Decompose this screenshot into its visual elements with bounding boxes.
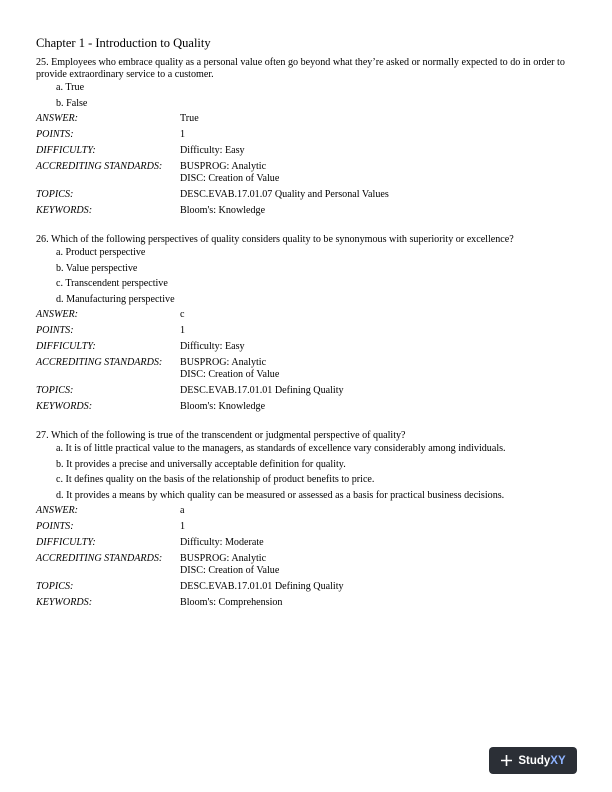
- answer-choice: b. It provides a precise and universally acceptable definition for quality.: [56, 458, 346, 470]
- standards-label: ACCREDITING STANDARDS:: [36, 553, 163, 564]
- answer-choice: d. It provides a means by which quality can be measured or assessed as a basis for practical business decisions.: [56, 489, 505, 501]
- answer-choice: a. It is of little practical value to the managers, as standards of excellence vary considerably among individuals.: [56, 443, 506, 454]
- difficulty-label: DIFFICULTY:: [36, 341, 96, 352]
- difficulty-value: Difficulty: Easy: [180, 145, 245, 156]
- points-value: 1: [180, 521, 186, 532]
- points-label: POINTS:: [36, 521, 74, 532]
- chapter-title: Chapter 1 - Introduction to Quality: [36, 36, 211, 50]
- question-27: [36, 430, 580, 613]
- keywords-value: Bloom's: Knowledge: [180, 205, 266, 216]
- answer-value: a: [180, 505, 185, 516]
- points-value: 1: [180, 325, 186, 336]
- points-label: POINTS:: [36, 325, 74, 336]
- topics-value: DESC.EVAB.17.01.07 Quality and Personal Values: [180, 189, 389, 200]
- standard-item: DISC: Creation of Value: [180, 173, 280, 184]
- standards-value: [180, 161, 580, 189]
- keywords-value: Bloom's: Comprehension: [180, 597, 283, 608]
- question-metadata: [36, 505, 580, 613]
- answer-choice: a. Product perspective: [56, 247, 146, 258]
- answer-value: True: [180, 113, 199, 124]
- standards-label: ACCREDITING STANDARDS:: [36, 161, 163, 172]
- standards-value: [180, 553, 580, 581]
- question-25: [36, 57, 580, 221]
- answer-choice: b. False: [56, 97, 88, 109]
- answer-value: c: [180, 309, 185, 320]
- standard-item: DISC: Creation of Value: [180, 565, 280, 576]
- question-stem: 26. Which of the following perspectives of quality considers quality to be synonymous with superiority or excellence?: [36, 234, 514, 245]
- answer-label: ANSWER:: [36, 309, 79, 320]
- question-26: [36, 234, 580, 417]
- answer-choice: c. Transcendent perspective: [56, 278, 168, 289]
- topics-label: TOPICS:: [36, 189, 74, 200]
- question-metadata: [36, 309, 580, 417]
- standard-item: BUSPROG: Analytic: [180, 553, 267, 564]
- document-page: [36, 36, 580, 626]
- answer-choice: d. Manufacturing perspective: [56, 293, 175, 305]
- answer-label: ANSWER:: [36, 113, 79, 124]
- topics-value: DESC.EVAB.17.01.01 Defining Quality: [180, 385, 344, 396]
- standards-value: [180, 357, 580, 385]
- keywords-label: KEYWORDS:: [36, 205, 93, 216]
- answer-choice: a. True: [56, 82, 85, 93]
- difficulty-label: DIFFICULTY:: [36, 537, 96, 548]
- difficulty-label: DIFFICULTY:: [36, 145, 96, 156]
- points-label: POINTS:: [36, 129, 74, 140]
- answer-choice: c. It defines quality on the basis of the relationship of product benefits to price.: [56, 474, 375, 485]
- answer-label: ANSWER:: [36, 505, 79, 516]
- keywords-value: Bloom's: Knowledge: [180, 401, 266, 412]
- topics-label: TOPICS:: [36, 581, 74, 592]
- points-value: 1: [180, 129, 186, 140]
- topics-label: TOPICS:: [36, 385, 74, 396]
- brand-name-xy: XY: [550, 754, 566, 767]
- question-metadata: [36, 113, 580, 221]
- brand-name-study: Study: [518, 754, 551, 767]
- standard-item: BUSPROG: Analytic: [180, 161, 267, 172]
- difficulty-value: Difficulty: Easy: [180, 341, 245, 352]
- standard-item: BUSPROG: Analytic: [180, 357, 267, 368]
- question-stem: 25. Employees who embrace quality as a personal value often go beyond what they’re asked or normally expected to do in order to provide extraordinary service to a customer.: [36, 57, 565, 80]
- standard-item: DISC: Creation of Value: [180, 369, 280, 380]
- standards-label: ACCREDITING STANDARDS:: [36, 357, 163, 368]
- keywords-label: KEYWORDS:: [36, 597, 93, 608]
- answer-choice: b. Value perspective: [56, 262, 138, 274]
- question-stem: 27. Which of the following is true of the transcendent or judgmental perspective of quality?: [36, 430, 406, 441]
- plus-icon: [500, 754, 513, 767]
- studyxy-logo[interactable]: [489, 747, 577, 774]
- difficulty-value: Difficulty: Moderate: [180, 537, 264, 548]
- topics-value: DESC.EVAB.17.01.01 Defining Quality: [180, 581, 344, 592]
- keywords-label: KEYWORDS:: [36, 401, 93, 412]
